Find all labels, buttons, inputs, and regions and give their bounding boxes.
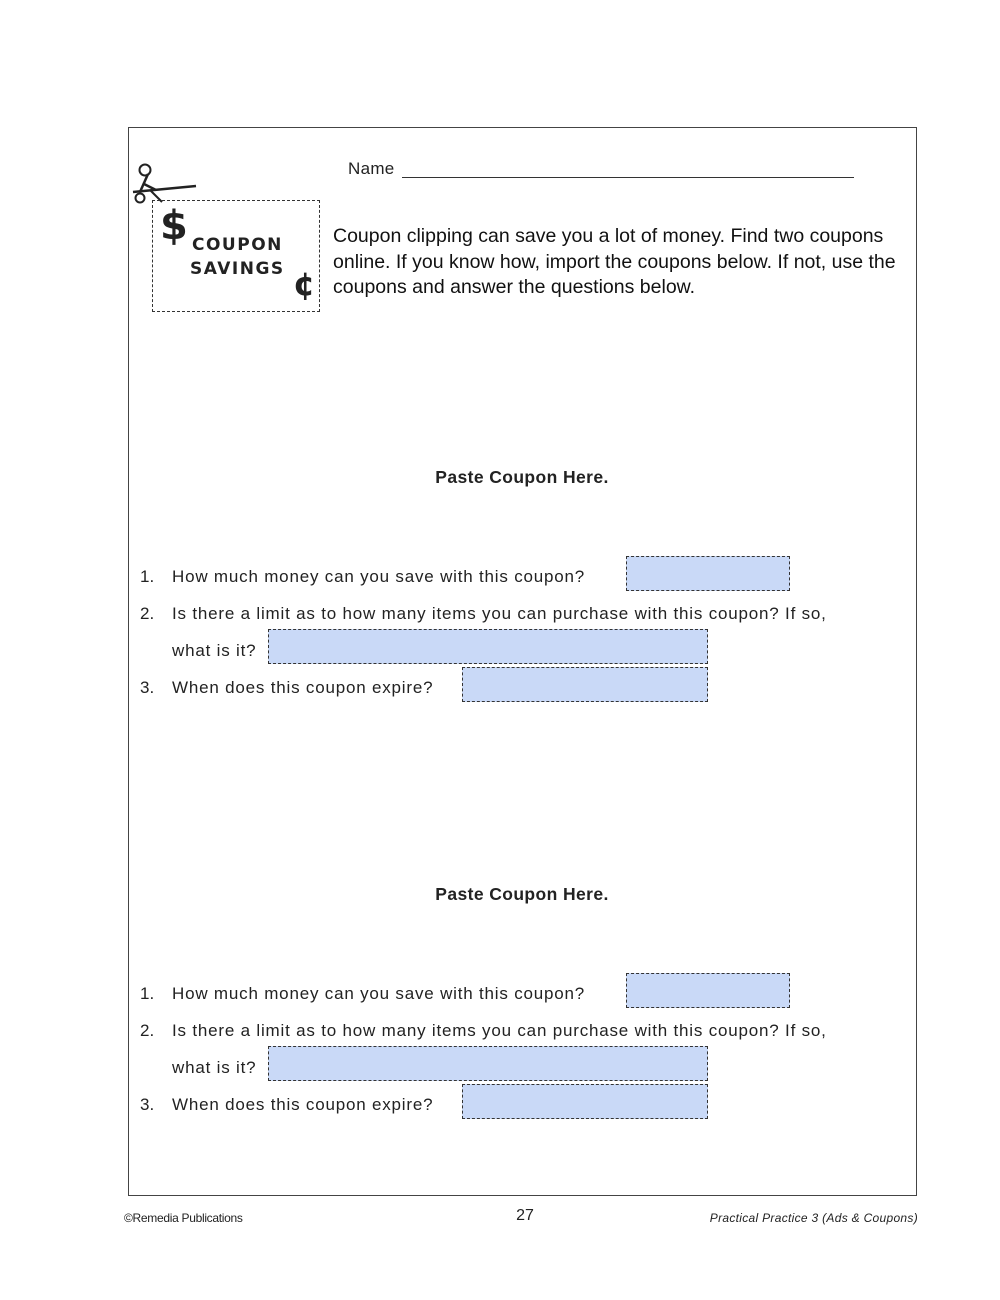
paste-coupon-label: Paste Coupon Here. [435, 467, 609, 487]
question-number: 1. [140, 567, 155, 586]
question-expiration: When does this coupon expire? [172, 678, 434, 697]
question-savings: How much money can you save with this coupon? [172, 567, 586, 586]
question-expiration: When does this coupon expire? [172, 1095, 434, 1114]
savings-answer-field[interactable] [626, 556, 790, 591]
question-number: 1. [140, 984, 155, 1003]
page-number: 27 [516, 1207, 534, 1224]
question-limit: Is there a limit as to how many items you can purchase with this coupon? If so, [172, 604, 827, 623]
expiration-answer-field[interactable] [462, 1084, 708, 1119]
paste-coupon-label: Paste Coupon Here. [435, 884, 609, 904]
question-number: 2. [140, 604, 155, 623]
cent-icon: ¢ [293, 265, 316, 303]
limit-answer-field[interactable] [268, 629, 708, 664]
question-limit-continued: what is it? [172, 641, 257, 660]
question-limit: Is there a limit as to how many items you can purchase with this coupon? If so, [172, 1021, 827, 1040]
question-number: 2. [140, 1021, 155, 1040]
question-savings: How much money can you save with this coupon? [172, 984, 586, 1003]
logo-text-savings: SAVINGS [190, 259, 285, 279]
question-number: 3. [140, 678, 155, 697]
logo-text-coupon: COUPON [192, 235, 283, 255]
name-line [402, 177, 854, 178]
expiration-answer-field[interactable] [462, 667, 708, 702]
question-number: 3. [140, 1095, 155, 1114]
dollar-icon: $ [160, 203, 188, 249]
book-title: Practical Practice 3 (Ads & Coupons) [709, 1211, 918, 1225]
intro-paragraph: Coupon clipping can save you a lot of money. Find two coupons online. If you know how, import the coupons below. If not, use the coupons and answer the questions below. [333, 225, 896, 298]
question-limit-continued: what is it? [172, 1058, 257, 1077]
publisher-credit: ©Remedia Publications [124, 1211, 243, 1225]
name-label: Name [348, 159, 395, 178]
limit-answer-field[interactable] [268, 1046, 708, 1081]
coupon-savings-logo [130, 160, 330, 320]
savings-answer-field[interactable] [626, 973, 790, 1008]
